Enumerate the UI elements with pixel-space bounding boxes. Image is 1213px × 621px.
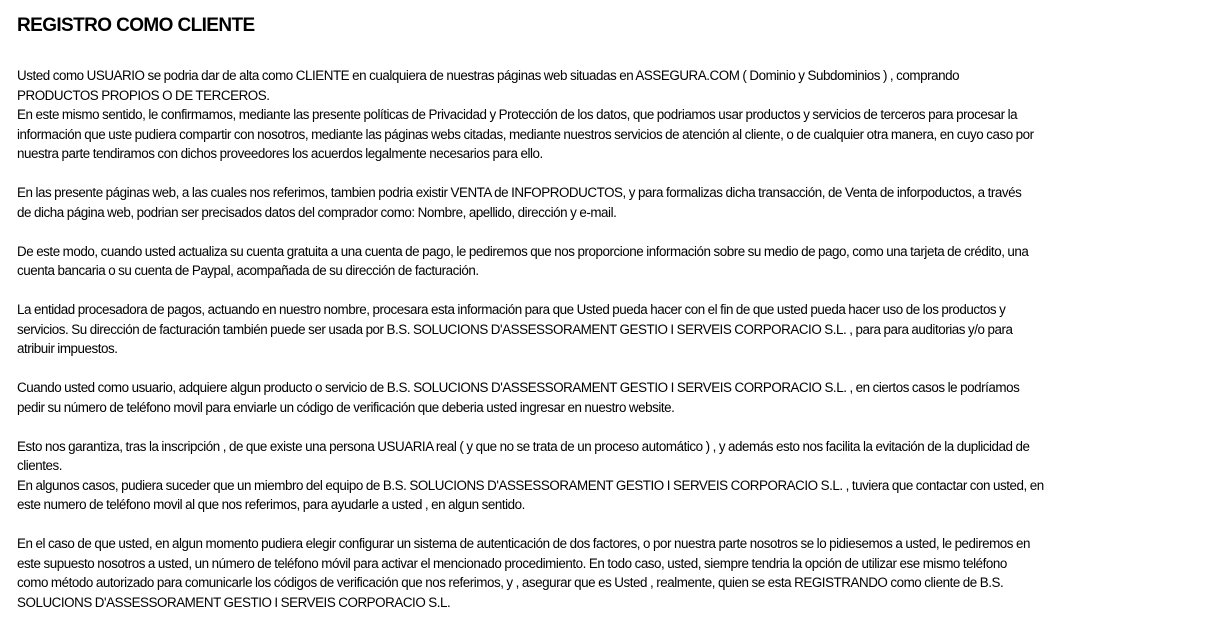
paragraph-line: Usted como USUARIO se podria dar de alta como CLIENTE en cualquiera de nuestras páginas web situadas en ASSEGURA.COM ( Dominio y Subdominios ) , comprando: [17, 68, 960, 83]
paragraph-line: Esto nos garantiza, tras la inscripción , de que existe una persona USUARIA real ( y que no se trata de un proceso automático ) , y además esto nos facilita la evitación de la duplicidad de: [17, 438, 1030, 454]
paragraph-line: este supuesto nosotros a usted, un número de teléfono móvil para activar el mencionado procedimiento. En todo caso, usted, siempre tendria la opción de utilizar ese mismo teléfono: [17, 555, 1007, 571]
paragraph-line: nuestra parte tendiramos con dichos proveedores los acuerdos legalmente necesarios para ello.: [17, 146, 543, 161]
paragraph-line: este numero de teléfono movil al que nos referimos, para ayudarle a usted , en algun sentido.: [17, 497, 525, 512]
document-page: [17, 14, 1197, 612]
paragraph-line: La entidad procesadora de pagos, actuando en nuestro nombre, procesara esta información para que Usted pueda hacer con el fin de que usted pueda hacer uso de los productos y: [17, 302, 1006, 317]
paragraph-line: pedir su número de teléfono movil para enviarle un código de verificación que deberia usted ingresar en nuestro website.: [17, 399, 675, 415]
paragraph-privacidad: [17, 105, 1197, 164]
paragraph-infoproductos: [17, 183, 1197, 222]
paragraph-dos-factores: [17, 534, 1197, 612]
paragraph-line: SOLUCIONS D'ASSESSORAMENT GESTIO I SERVEIS CORPORACIO S.L.: [17, 594, 451, 610]
paragraph-line: como método autorizado para comunicarle los códigos de verificación que nos referimos, y , asegurar que es Usted , realmente, quien se esta REGISTRANDO como cliente de B.S.: [17, 575, 1004, 590]
paragraph-line: cuenta bancaria o su cuenta de Paypal, acompañada de su dirección de facturación.: [17, 263, 479, 278]
paragraph-alta-cliente: [17, 66, 1197, 105]
paragraph-line: En este mismo sentido, le confirmamos, mediante las presente políticas de Privacidad y Protección de los datos, que podriamos usar productos y servicios de terceros para procesar la: [17, 107, 1018, 122]
paragraph-line: servicios. Su dirección de facturación también puede ser usada por B.S. SOLUCIONS D'ASSESSORAMENT GESTIO I SERVEIS CORPORACIO S.L. , para para auditorias y/o para: [17, 321, 1013, 337]
paragraph-line: En algunos casos, pudiera suceder que un miembro del equipo de B.S. SOLUCIONS D'ASSESSORAMENT GESTIO I SERVEIS CORPORACIO S.L. , tuviera que contactar con usted, en: [17, 477, 1044, 493]
paragraph-contacto-equipo: [17, 476, 1197, 515]
paragraph-cuenta-pago: [17, 242, 1197, 281]
paragraph-line: PRODUCTOS PROPIOS O DE TERCEROS.: [17, 87, 270, 103]
paragraph-telefono-verificacion: [17, 378, 1197, 417]
paragraph-line: de dicha página web, podrian ser precisados datos del comprador como: Nombre, apellido, dirección y e-mail.: [17, 204, 617, 220]
page-title: REGISTRO COMO CLIENTE: [17, 15, 255, 36]
paragraph-line: En el caso de que usted, en algun momento pudiera elegir configurar un sistema de autenticación de dos factores, o por nuestra parte nosotros se lo pidiesemos a usted, le pediremos en: [17, 536, 1031, 551]
paragraph-procesadora-pagos: [17, 300, 1197, 359]
paragraph-line: información que uste pudiera compartir con nosotros, mediante las páginas webs citadas, mediante nuestros servicios de atención al cliente, o de cualquier otra manera, en cuyo caso por: [17, 126, 1034, 142]
paragraph-line: Cuando usted como usuario, adquiere algun producto o servicio de B.S. SOLUCIONS D'ASSESSORAMENT GESTIO I SERVEIS CORPORACIO S.L. , en ciertos casos le podríamos: [17, 380, 1020, 395]
paragraph-garantia-usuario: [17, 437, 1197, 476]
paragraph-line: clientes.: [17, 458, 63, 473]
paragraph-line: atribuir impuestos.: [17, 341, 118, 356]
paragraph-line: De este modo, cuando usted actualiza su cuenta gratuita a una cuenta de pago, le pediremos que nos proporcione información sobre su medio de pago, como una tarjeta de crédito, una: [17, 243, 1029, 259]
paragraph-line: En las presente páginas web, a las cuales nos referimos, tambien podria existir VENTA de INFOPRODUCTOS, y para formalizas dicha transacción, de Venta de inforpoductos, a través: [17, 185, 1022, 200]
